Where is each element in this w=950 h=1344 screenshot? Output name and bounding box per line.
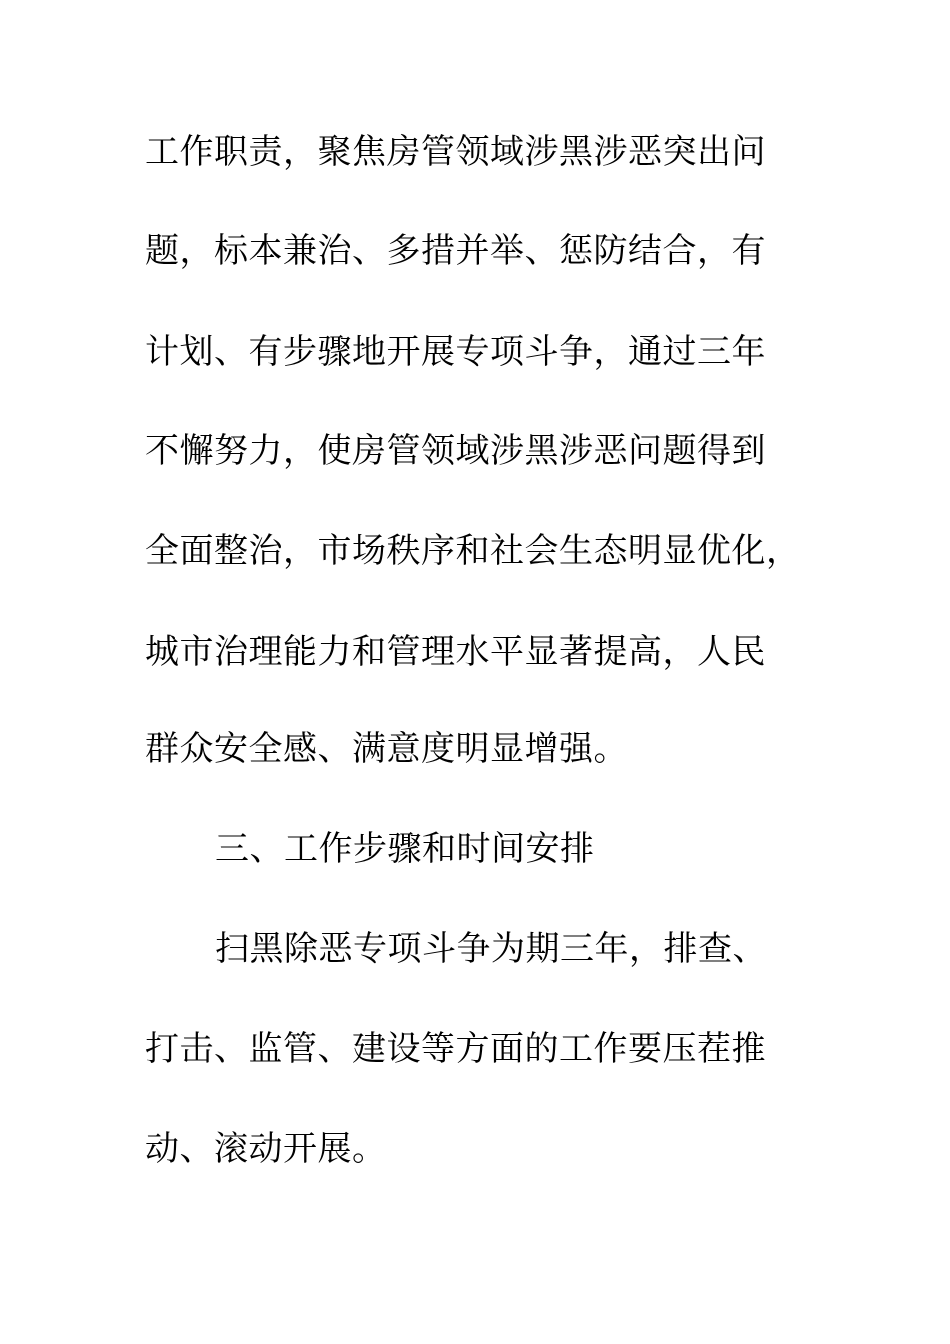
paragraph-line: 工作职责，聚焦房管领域涉黑涉恶突出问 <box>145 132 766 172</box>
paragraph-line: 城市治理能力和管理水平显著提高，人民 <box>145 632 766 672</box>
section-heading: 三、工作步骤和时间安排 <box>215 829 595 869</box>
paragraph-line: 打击、监管、建设等方面的工作要压茬推 <box>145 1029 766 1069</box>
paragraph-line: 扫黑除恶专项斗争为期三年，排查、 <box>215 929 767 969</box>
paragraph-line: 全面整治，市场秩序和社会生态明显优化， <box>145 531 801 571</box>
paragraph-line: 群众安全感、满意度明显增强。 <box>145 729 628 769</box>
paragraph-line: 动、滚动开展。 <box>145 1129 387 1169</box>
paragraph-line: 不懈努力，使房管领域涉黑涉恶问题得到 <box>145 431 766 471</box>
paragraph-line: 题，标本兼治、多措并举、惩防结合，有 <box>145 231 766 271</box>
paragraph-line: 计划、有步骤地开展专项斗争，通过三年 <box>145 332 766 372</box>
